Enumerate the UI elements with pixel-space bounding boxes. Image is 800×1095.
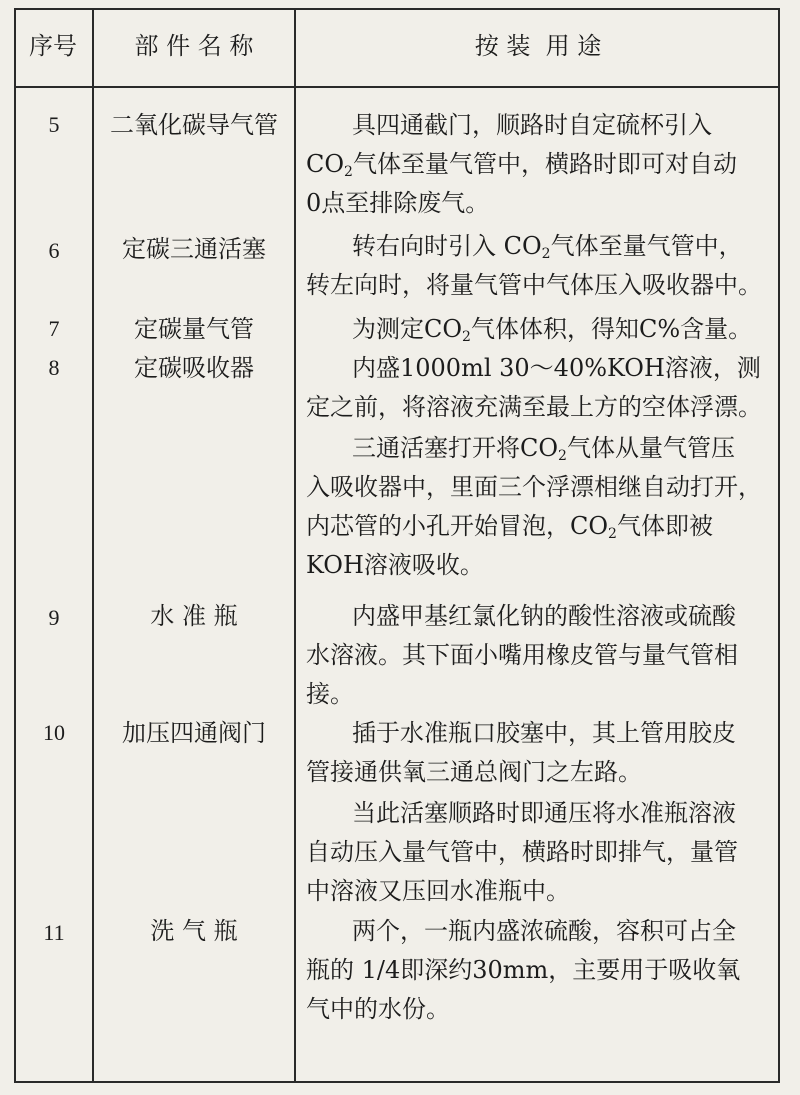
- row-seq: 11: [43, 920, 65, 945]
- header-usage: 按 装 用 途: [474, 32, 602, 60]
- usage-line: 接。: [306, 680, 354, 708]
- usage-line: 气中的水份。: [306, 995, 450, 1023]
- usage-line: 内芯管的小孔开始冒泡，$CO_2$气体即被: [306, 512, 713, 542]
- part-name: 定碳吸收器: [134, 354, 254, 382]
- usage-line: 定之前，将溶液充满至最上方的空体浮漂。: [306, 393, 762, 421]
- usage-line: 内盛甲基红氯化钠的酸性溶液或硫酸: [352, 602, 736, 630]
- row-seq: 5: [48, 112, 60, 137]
- header-name: 部 件 名 称: [134, 32, 254, 60]
- row-seq: 7: [48, 316, 60, 341]
- usage-line: 自动压入量气管中，横路时即排气，量管: [306, 838, 738, 866]
- usage-line: 具四通截门，顺路时自定硫杯引入: [352, 111, 712, 139]
- usage-line: 三通活塞打开将$CO_2$气体从量气管压: [352, 434, 735, 464]
- part-name: 二氧化碳导气管: [110, 111, 278, 139]
- usage-line: 0点至排除废气。: [306, 189, 490, 217]
- usage-line: 管接通供氧三通总阀门之左路。: [306, 758, 642, 786]
- usage-line: $CO_2$气体至量气管中，横路时即可对自动: [306, 150, 737, 180]
- part-name: 水 准 瓶: [150, 602, 238, 630]
- row-seq: 10: [43, 720, 65, 745]
- usage-line: 入吸收器中，里面三个浮漂相继自动打开，: [306, 473, 762, 501]
- column-divider: [294, 8, 296, 1083]
- usage-line: KOH溶液吸收。: [306, 551, 484, 579]
- usage-line: 两个，一瓶内盛浓硫酸，容积可占全: [352, 917, 736, 945]
- usage-line: 瓶的 1/4即深约30mm，主要用于吸收氧: [306, 956, 741, 984]
- row-seq: 8: [48, 355, 60, 380]
- part-name: 洗 气 瓶: [150, 917, 238, 945]
- part-name: 定碳量气管: [134, 315, 254, 343]
- part-name: 定碳三通活塞: [122, 235, 266, 263]
- usage-line: 当此活塞顺路时即通压将水准瓶溶液: [352, 799, 736, 827]
- usage-line: 转左向时，将量气管中气体压入吸收器中。: [306, 271, 762, 299]
- usage-line: 为测定$CO_2$气体体积，得知C%含量。: [352, 315, 753, 345]
- part-name: 加压四通阀门: [122, 719, 266, 747]
- row-seq: 6: [48, 238, 60, 263]
- usage-line: 中溶液又压回水准瓶中。: [306, 877, 570, 905]
- usage-line: 内盛1000ml 30～40%KOH溶液，测: [352, 354, 761, 382]
- header-divider: [14, 86, 780, 88]
- usage-line: 转右向时引入 $CO_2$气体至量气管中，: [352, 232, 743, 262]
- usage-line: 水溶液。其下面小嘴用橡皮管与量气管相: [306, 641, 738, 669]
- usage-line: 插于水准瓶口胶塞中，其上管用胶皮: [352, 719, 736, 747]
- row-seq: 9: [48, 605, 60, 630]
- header-seq: 序号: [29, 32, 77, 60]
